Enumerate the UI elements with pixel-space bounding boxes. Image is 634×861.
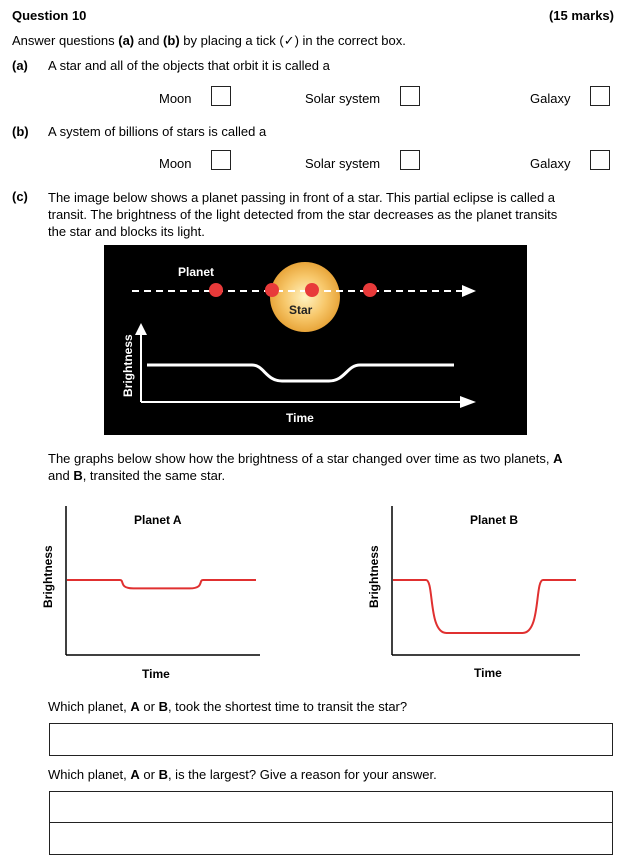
planet-label: Planet — [178, 265, 215, 279]
checkbox-a-moon[interactable] — [211, 86, 231, 106]
graph-a-x-label: Time — [142, 667, 170, 681]
instructions — [12, 33, 406, 49]
planet-dot-2 — [265, 283, 279, 297]
star-label: Star — [289, 303, 313, 317]
part-c-line-1: The image below shows a planet passing in front of a star. This partial eclipse is called a — [48, 190, 556, 205]
graph-b-y-label: Brightness — [367, 545, 381, 608]
part-c-line-2: transit. The brightness of the light detected from the star decreases as the planet transits — [48, 207, 558, 222]
instructions-suffix: by placing a tick (✓) in the correct box. — [179, 33, 406, 48]
graph-planet-b — [364, 500, 604, 688]
graphs-intro-line2-prefix: and — [48, 468, 74, 483]
graph-b-title: Planet B — [470, 513, 519, 527]
graphs-intro-line1: The graphs below show how the brightness of a star changed over time as two planets, — [48, 451, 554, 466]
graphs-intro-b: B — [73, 468, 83, 483]
checkbox-b-galaxy[interactable] — [590, 150, 610, 170]
part-a-text: A star and all of the objects that orbit it is called a — [48, 58, 330, 73]
checkbox-a-galaxy[interactable] — [590, 86, 610, 106]
instructions-a: (a) — [118, 33, 135, 48]
checkbox-a-solar-system[interactable] — [400, 86, 420, 106]
instructions-b: (b) — [163, 33, 180, 48]
option-a-solar-system: Solar system — [305, 91, 381, 106]
answer-box-largest-line-1[interactable] — [49, 791, 613, 823]
q1-prefix: Which planet, — [48, 699, 131, 714]
part-b-text: A system of billions of stars is called a — [48, 124, 267, 139]
q1-b: B — [158, 699, 168, 714]
question-largest-planet — [48, 767, 437, 782]
part-a-label: (a) — [12, 58, 28, 73]
instructions-prefix: Answer questions — [12, 33, 119, 48]
graph-b-x-label: Time — [474, 666, 502, 680]
q1-suffix: , took the shortest time to transit the star? — [167, 699, 408, 714]
question-number: Question 10 — [12, 8, 87, 23]
checkbox-b-solar-system[interactable] — [400, 150, 420, 170]
answer-box-shortest-transit[interactable] — [49, 723, 613, 756]
planet-dot-3 — [305, 283, 319, 297]
marks: (15 marks) — [548, 8, 614, 23]
q1-or: or — [139, 699, 159, 714]
transit-diagram — [104, 245, 527, 435]
checkbox-b-moon[interactable] — [211, 150, 231, 170]
graph-b-curve — [393, 580, 576, 633]
planet-dot-4 — [363, 283, 377, 297]
option-a-moon: Moon — [159, 91, 192, 106]
option-a-galaxy: Galaxy — [530, 91, 571, 106]
q2-b: B — [158, 767, 168, 782]
graphs-intro-line2-suffix: , transited the same star. — [82, 468, 226, 483]
planet-dot-1 — [209, 283, 223, 297]
answer-box-largest-line-2[interactable] — [49, 822, 613, 855]
star-shape — [270, 262, 340, 332]
graph-a-curve — [67, 580, 256, 588]
q2-a: A — [130, 767, 140, 782]
q2-suffix: , is the largest? Give a reason for your answer. — [167, 767, 437, 782]
q2-or: or — [139, 767, 159, 782]
option-b-solar-system: Solar system — [305, 156, 381, 171]
instructions-and: and — [134, 33, 164, 48]
x-axis-label: Time — [286, 411, 314, 425]
graph-planet-a — [38, 500, 278, 688]
y-axis-label: Brightness — [121, 334, 135, 397]
graphs-intro — [48, 450, 623, 484]
part-b-label: (b) — [12, 124, 29, 139]
q1-a: A — [130, 699, 140, 714]
question-shortest-transit — [48, 699, 407, 714]
part-c-label: (c) — [12, 189, 28, 204]
part-c-line-3: the star and blocks its light. — [48, 224, 205, 239]
graph-a-y-label: Brightness — [41, 545, 55, 608]
graphs-intro-a: A — [553, 451, 563, 466]
option-b-galaxy: Galaxy — [530, 156, 571, 171]
q2-prefix: Which planet, — [48, 767, 131, 782]
graph-a-title: Planet A — [134, 513, 182, 527]
part-c-text — [48, 189, 623, 240]
option-b-moon: Moon — [159, 156, 192, 171]
